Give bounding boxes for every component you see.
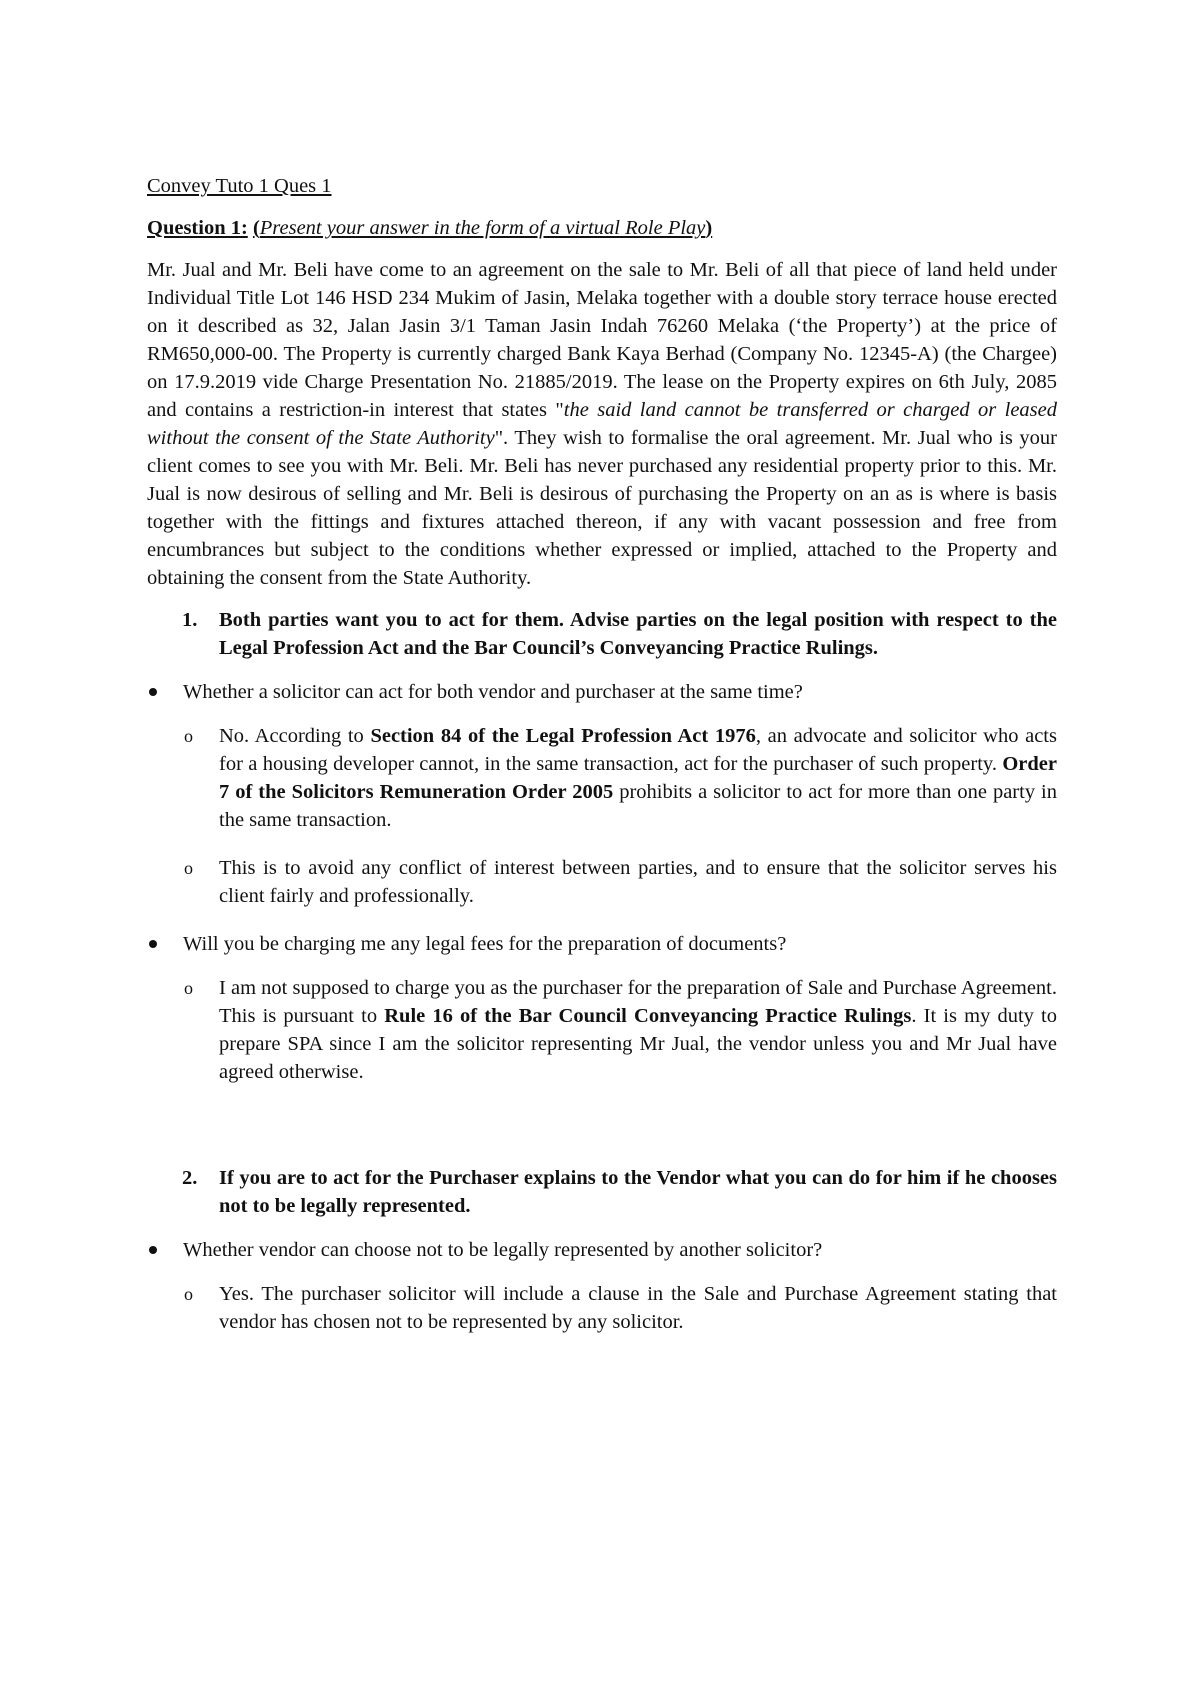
circle-marker-icon: o	[184, 1284, 193, 1304]
circle-marker-icon: o	[184, 726, 193, 746]
intro-italic-restriction: the said land cannot be transferred or charged or leased without the consent of the State Authority	[147, 399, 1057, 449]
text-run: I am not supposed to charge you as the purchaser for the preparation of Sale and Purchase Agreement. This is pursuant to	[219, 977, 1057, 1027]
rule-reference: Rule 16 of the Bar Council Conveyancing Practice Rulings	[384, 1005, 912, 1027]
bullet-text: Whether vendor can choose not to be legally represented by another solicitor?	[183, 1239, 823, 1261]
statute-reference: Section 84 of the Legal Profession Act 1976	[370, 725, 756, 747]
sub-item	[147, 722, 1057, 834]
circle-marker-icon: o	[184, 858, 193, 878]
bullet-text: Whether a solicitor can act for both vendor and purchaser at the same time?	[183, 681, 803, 703]
bullet-item	[147, 678, 1057, 706]
sub-item	[147, 974, 1057, 1086]
question-text: Both parties want you to act for them. Advise parties on the legal position with respect to the Legal Profession Act and the Bar Council’s Conveyancing Practice Rulings.	[219, 609, 1057, 659]
text-run: prohibits a solicitor to act for more than one party in the same transaction.	[219, 781, 1058, 831]
intro-text-part1: Mr. Jual and Mr. Beli have come to an agreement on the sale to Mr. Beli of all that piece of land held under Individual Title Lot 146 HSD 234 Mukim of Jasin, Melaka together with a double story terrace house erected on it described as 32, Jalan Jasin 3/1 Taman Jasin Indah 76260 Melaka (‘the Property’) at the price of RM650,000-00. The Property is currently charged Bank Kaya Berhad (Company No. 12345-A) (the Chargee) on 17.9.2019 vide Charge Presentation No. 21885/2019. The lease on the Property expires on 6th July, 2085 and contains a restriction-in interest that states "	[147, 259, 1057, 421]
document-page	[147, 172, 1057, 1356]
question-instruction: Present your answer in the form of a virtual Role Play	[259, 217, 706, 239]
text-run: No. According to	[219, 725, 371, 747]
statute-reference: Order 7 of the Solicitors Remuneration Order 2005	[219, 753, 1057, 803]
close-paren: )	[705, 217, 713, 239]
numbered-question-1	[147, 606, 1057, 662]
question-number: 1.	[182, 609, 198, 631]
bullet-dot-icon	[147, 930, 183, 958]
question-heading	[147, 214, 1057, 242]
intro-text-part2: ". They wish to formalise the oral agreement. Mr. Jual who is your client comes to see you with Mr. Beli. Mr. Beli has never purchased any residential property prior to this. Mr. Jual is now desirous of selling and Mr. Beli is desirous of purchasing the Property on an as is where is basis together with the fittings and fixtures attached thereon, if any with vacant possession and free from encumbrances but subject to the conditions whether expressed or implied, attached to the Property and obtaining the consent from the State Authority.	[147, 427, 1057, 589]
text-run: . It is my duty to prepare SPA since I am the solicitor representing Mr Jual, the vendor unless you and Mr Jual have agreed otherwise.	[219, 1005, 1057, 1083]
sub-item-text: Yes. The purchaser solicitor will include a clause in the Sale and Purchase Agreement stating that vendor has chosen not to be represented by any solicitor.	[219, 1283, 1057, 1333]
text-run: , an advocate and solicitor who acts for a housing developer cannot, in the same transaction, act for the purchaser of such property.	[219, 725, 1057, 775]
sub-item-text: This is to avoid any conflict of interest between parties, and to ensure that the solicitor serves his client fairly and professionally.	[219, 857, 1057, 907]
numbered-question-2	[147, 1164, 1057, 1220]
sub-item-text	[219, 722, 1057, 834]
sub-item	[147, 854, 1057, 910]
question-number: 2.	[182, 1167, 198, 1189]
spacer	[147, 1106, 1057, 1164]
question-text: If you are to act for the Purchaser explains to the Vendor what you can do for him if he chooses not to be legally represented.	[219, 1167, 1057, 1217]
bullet-text: Will you be charging me any legal fees for the preparation of documents?	[183, 933, 787, 955]
sub-item	[147, 1280, 1057, 1336]
bullet-item	[147, 930, 1057, 958]
intro-paragraph	[147, 256, 1057, 592]
bullet-item	[147, 1236, 1057, 1264]
bullet-dot-icon	[147, 678, 183, 706]
open-paren: (	[252, 217, 260, 239]
question-label: Question 1:	[147, 217, 248, 239]
circle-marker-icon: o	[184, 978, 193, 998]
bullet-dot-icon	[147, 1236, 183, 1264]
sub-item-text	[219, 974, 1057, 1086]
document-title: Convey Tuto 1 Ques 1	[147, 175, 332, 197]
